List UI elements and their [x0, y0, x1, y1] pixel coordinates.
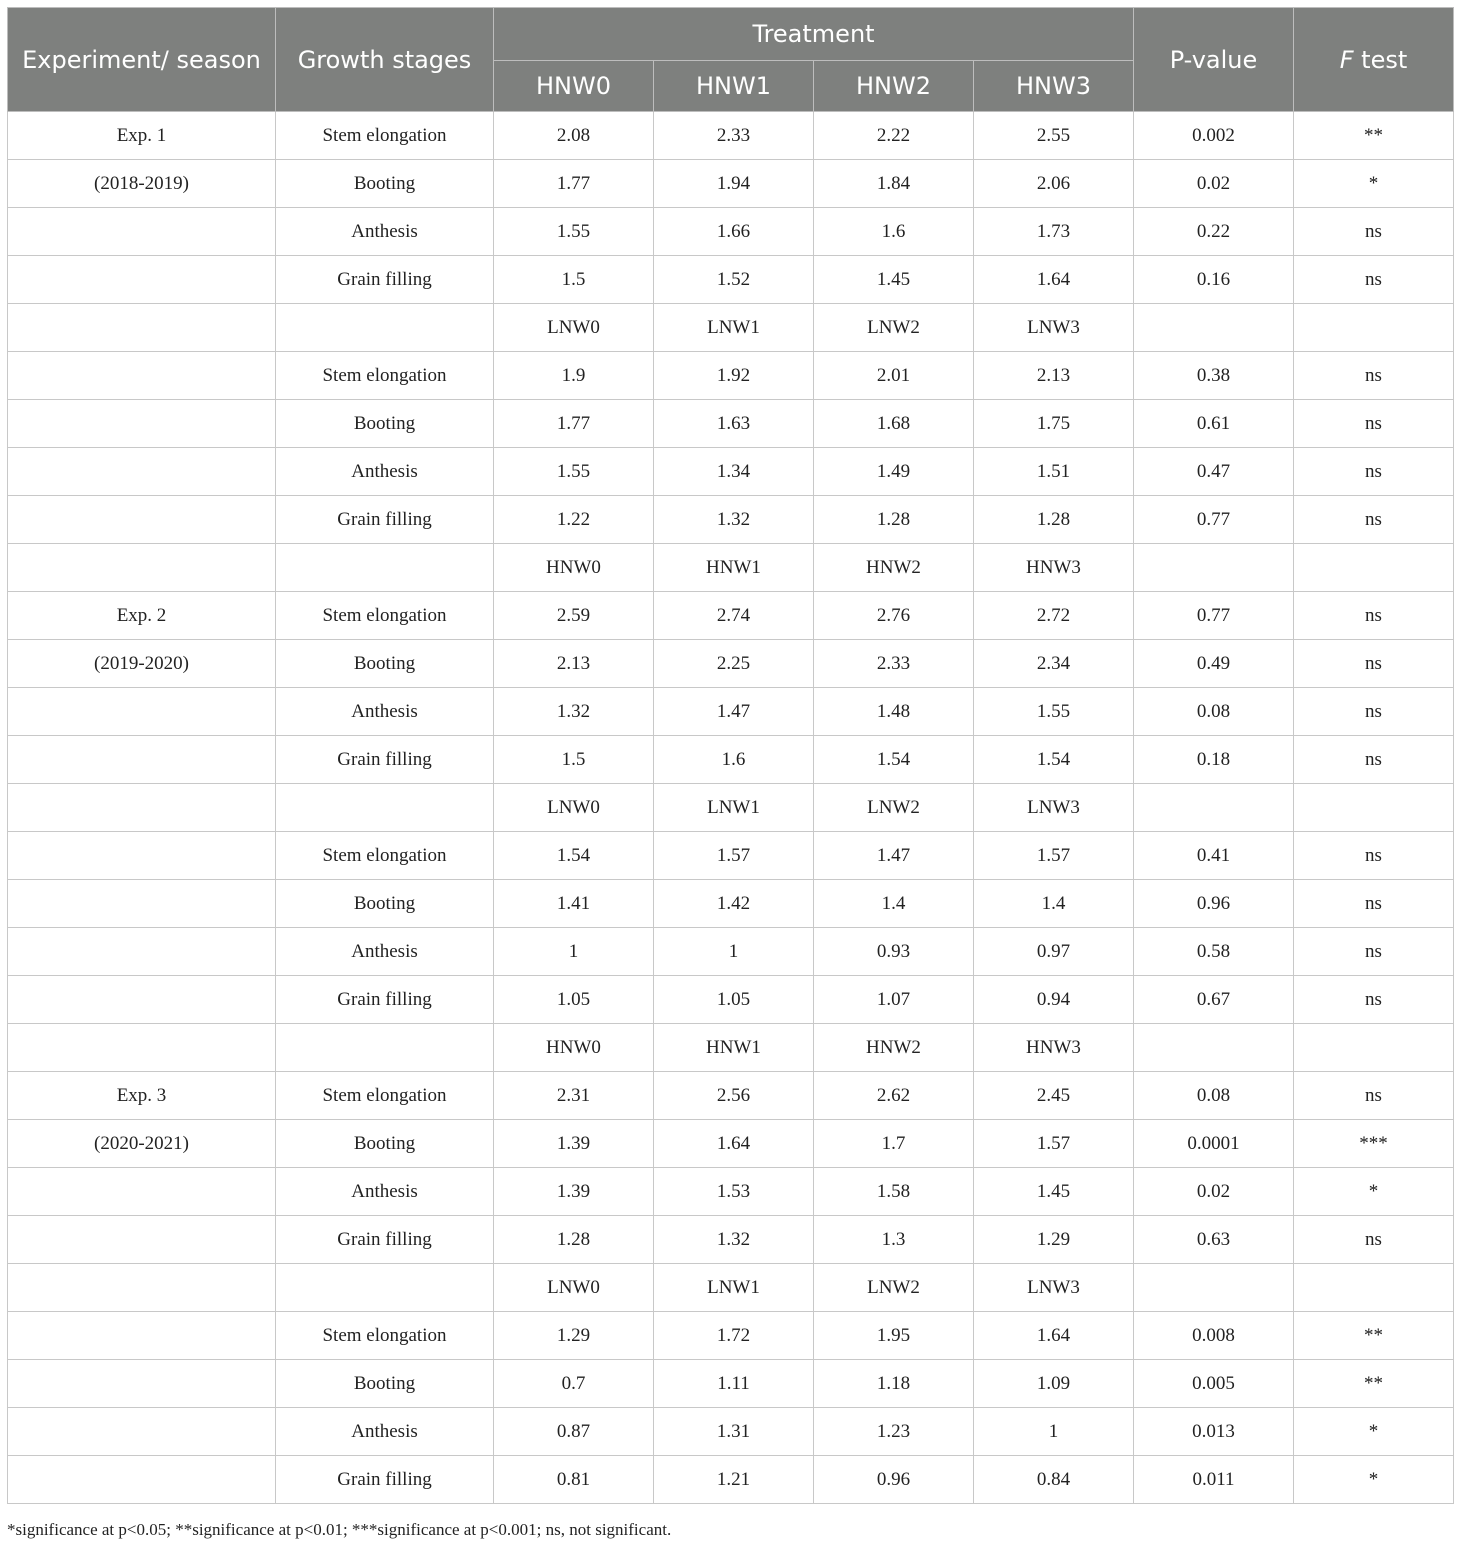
- growth-stage-cell: Stem elongation: [276, 832, 494, 880]
- f-test-cell: ns: [1294, 976, 1454, 1024]
- value-cell: 2.25: [654, 640, 814, 688]
- table-row: [8, 1408, 1454, 1456]
- p-value-cell: [1134, 784, 1294, 832]
- table-row: [8, 304, 1454, 352]
- p-value-cell: 0.005: [1134, 1360, 1294, 1408]
- experiment-cell: [8, 1024, 276, 1072]
- value-cell: 1.21: [654, 1456, 814, 1504]
- f-test-cell: [1294, 1024, 1454, 1072]
- table-row: [8, 928, 1454, 976]
- table-row: [8, 832, 1454, 880]
- p-value-cell: 0.77: [1134, 496, 1294, 544]
- value-cell: 0.81: [494, 1456, 654, 1504]
- value-cell: 0.97: [974, 928, 1134, 976]
- header-row: [8, 8, 1454, 61]
- f-test-cell: ns: [1294, 352, 1454, 400]
- value-cell: HNW2: [814, 544, 974, 592]
- value-cell: 0.93: [814, 928, 974, 976]
- p-value-cell: [1134, 1264, 1294, 1312]
- value-cell: 1.53: [654, 1168, 814, 1216]
- value-cell: 1.3: [814, 1216, 974, 1264]
- value-cell: 2.33: [654, 112, 814, 160]
- value-cell: 1.51: [974, 448, 1134, 496]
- table-row: [8, 352, 1454, 400]
- f-test-cell: ns: [1294, 928, 1454, 976]
- growth-stage-cell: Grain filling: [276, 256, 494, 304]
- value-cell: 1.57: [974, 832, 1134, 880]
- growth-stage-cell: Stem elongation: [276, 592, 494, 640]
- experiment-cell: [8, 208, 276, 256]
- value-cell: 1.55: [974, 688, 1134, 736]
- experiment-cell: [8, 1456, 276, 1504]
- value-cell: 1.94: [654, 160, 814, 208]
- value-cell: 1.07: [814, 976, 974, 1024]
- f-test-cell: [1294, 784, 1454, 832]
- growth-stage-cell: Anthesis: [276, 688, 494, 736]
- f-test-cell: ns: [1294, 640, 1454, 688]
- table-row: [8, 736, 1454, 784]
- experiment-cell: [8, 1312, 276, 1360]
- value-cell: 1.18: [814, 1360, 974, 1408]
- table-row: [8, 1264, 1454, 1312]
- value-cell: 1.84: [814, 160, 974, 208]
- value-cell: HNW3: [974, 544, 1134, 592]
- f-test-cell: ns: [1294, 832, 1454, 880]
- p-value-cell: 0.02: [1134, 1168, 1294, 1216]
- value-cell: LNW0: [494, 1264, 654, 1312]
- value-cell: 1.5: [494, 736, 654, 784]
- p-value-cell: 0.013: [1134, 1408, 1294, 1456]
- growth-stage-cell: Grain filling: [276, 736, 494, 784]
- p-value-cell: 0.011: [1134, 1456, 1294, 1504]
- value-cell: 1.54: [974, 736, 1134, 784]
- value-cell: 1.92: [654, 352, 814, 400]
- value-cell: 1.39: [494, 1168, 654, 1216]
- value-cell: 1.95: [814, 1312, 974, 1360]
- experiment-cell: [8, 880, 276, 928]
- experiment-cell: [8, 1360, 276, 1408]
- value-cell: LNW2: [814, 784, 974, 832]
- p-value-cell: 0.18: [1134, 736, 1294, 784]
- table-row: [8, 400, 1454, 448]
- value-cell: 1.66: [654, 208, 814, 256]
- value-cell: 1.31: [654, 1408, 814, 1456]
- growth-stage-cell: Booting: [276, 160, 494, 208]
- f-test-cell: ns: [1294, 400, 1454, 448]
- f-test-cell: **: [1294, 1312, 1454, 1360]
- growth-stage-cell: Anthesis: [276, 448, 494, 496]
- p-value-cell: 0.77: [1134, 592, 1294, 640]
- table-row: [8, 1072, 1454, 1120]
- value-cell: 0.94: [974, 976, 1134, 1024]
- p-value-cell: [1134, 544, 1294, 592]
- experiment-cell: (2020-2021): [8, 1120, 276, 1168]
- value-cell: 1.45: [974, 1168, 1134, 1216]
- p-value-cell: 0.0001: [1134, 1120, 1294, 1168]
- table-row: [8, 544, 1454, 592]
- p-value-cell: [1134, 304, 1294, 352]
- experiment-cell: (2018-2019): [8, 160, 276, 208]
- table-row: [8, 1120, 1454, 1168]
- value-cell: 1.6: [654, 736, 814, 784]
- value-cell: 0.96: [814, 1456, 974, 1504]
- p-value-cell: 0.67: [1134, 976, 1294, 1024]
- p-value-cell: 0.49: [1134, 640, 1294, 688]
- table-row: [8, 256, 1454, 304]
- growth-stage-cell: Anthesis: [276, 208, 494, 256]
- value-cell: 1.64: [654, 1120, 814, 1168]
- value-cell: 2.06: [974, 160, 1134, 208]
- value-cell: 2.13: [494, 640, 654, 688]
- value-cell: 1.28: [814, 496, 974, 544]
- header-treatment-col: HNW1: [654, 61, 814, 112]
- value-cell: 1.6: [814, 208, 974, 256]
- value-cell: HNW0: [494, 1024, 654, 1072]
- table-row: [8, 976, 1454, 1024]
- value-cell: 1.55: [494, 448, 654, 496]
- growth-stage-cell: Booting: [276, 1360, 494, 1408]
- value-cell: 1.73: [974, 208, 1134, 256]
- value-cell: LNW0: [494, 304, 654, 352]
- value-cell: 2.74: [654, 592, 814, 640]
- value-cell: 2.34: [974, 640, 1134, 688]
- experiment-cell: [8, 1216, 276, 1264]
- p-value-cell: 0.58: [1134, 928, 1294, 976]
- p-value-cell: 0.002: [1134, 112, 1294, 160]
- growth-stage-cell: [276, 1024, 494, 1072]
- value-cell: 0.84: [974, 1456, 1134, 1504]
- growth-stage-cell: Grain filling: [276, 496, 494, 544]
- value-cell: LNW0: [494, 784, 654, 832]
- value-cell: LNW3: [974, 304, 1134, 352]
- value-cell: LNW3: [974, 1264, 1134, 1312]
- p-value-cell: 0.08: [1134, 1072, 1294, 1120]
- f-test-rest: test: [1353, 45, 1408, 74]
- value-cell: 2.13: [974, 352, 1134, 400]
- value-cell: HNW1: [654, 544, 814, 592]
- value-cell: 1.23: [814, 1408, 974, 1456]
- value-cell: 2.76: [814, 592, 974, 640]
- experiment-cell: [8, 976, 276, 1024]
- value-cell: 1.05: [494, 976, 654, 1024]
- value-cell: 2.22: [814, 112, 974, 160]
- experiment-cell: [8, 736, 276, 784]
- f-test-cell: ns: [1294, 448, 1454, 496]
- growth-stage-cell: [276, 1264, 494, 1312]
- value-cell: LNW2: [814, 304, 974, 352]
- value-cell: 2.45: [974, 1072, 1134, 1120]
- table-row: [8, 640, 1454, 688]
- experiment-cell: [8, 496, 276, 544]
- value-cell: 2.62: [814, 1072, 974, 1120]
- value-cell: 1.32: [494, 688, 654, 736]
- table-row: [8, 880, 1454, 928]
- table-row: [8, 1312, 1454, 1360]
- header-experiment: Experiment/ season: [8, 8, 276, 112]
- growth-stage-cell: [276, 544, 494, 592]
- value-cell: 1.75: [974, 400, 1134, 448]
- growth-stage-cell: Stem elongation: [276, 1072, 494, 1120]
- f-test-cell: ns: [1294, 1216, 1454, 1264]
- value-cell: 1.29: [974, 1216, 1134, 1264]
- experiment-cell: [8, 1408, 276, 1456]
- experiment-cell: [8, 784, 276, 832]
- f-test-cell: ns: [1294, 688, 1454, 736]
- p-value-cell: 0.63: [1134, 1216, 1294, 1264]
- growth-stage-cell: Anthesis: [276, 1168, 494, 1216]
- growth-stage-cell: Stem elongation: [276, 352, 494, 400]
- growth-stage-cell: Grain filling: [276, 1216, 494, 1264]
- f-test-cell: ***: [1294, 1120, 1454, 1168]
- value-cell: 1.47: [654, 688, 814, 736]
- value-cell: 1.77: [494, 160, 654, 208]
- p-value-cell: 0.41: [1134, 832, 1294, 880]
- growth-stage-cell: Booting: [276, 640, 494, 688]
- f-test-cell: [1294, 544, 1454, 592]
- value-cell: 1.42: [654, 880, 814, 928]
- experiment-cell: [8, 304, 276, 352]
- value-cell: 1.54: [814, 736, 974, 784]
- experiment-cell: [8, 400, 276, 448]
- value-cell: 2.33: [814, 640, 974, 688]
- value-cell: 1.28: [974, 496, 1134, 544]
- table-row: [8, 1456, 1454, 1504]
- value-cell: 1: [494, 928, 654, 976]
- experiment-cell: [8, 832, 276, 880]
- p-value-cell: 0.38: [1134, 352, 1294, 400]
- header-treatment: Treatment: [494, 8, 1134, 61]
- value-cell: 1.64: [974, 256, 1134, 304]
- p-value-cell: 0.61: [1134, 400, 1294, 448]
- value-cell: 1.9: [494, 352, 654, 400]
- table-row: [8, 112, 1454, 160]
- value-cell: 2.31: [494, 1072, 654, 1120]
- growth-stage-cell: Grain filling: [276, 1456, 494, 1504]
- footnote: *significance at p<0.05; **significance at p<0.01; ***significance at p<0.001; ns, not significant.: [7, 1520, 672, 1539]
- value-cell: 1.64: [974, 1312, 1134, 1360]
- value-cell: 1.28: [494, 1216, 654, 1264]
- table-row: [8, 448, 1454, 496]
- value-cell: 0.87: [494, 1408, 654, 1456]
- value-cell: 1.32: [654, 496, 814, 544]
- value-cell: 1.57: [654, 832, 814, 880]
- f-test-cell: ns: [1294, 880, 1454, 928]
- value-cell: 1.52: [654, 256, 814, 304]
- growth-stage-cell: [276, 784, 494, 832]
- value-cell: 1.09: [974, 1360, 1134, 1408]
- f-letter: F: [1339, 45, 1354, 74]
- p-value-cell: 0.96: [1134, 880, 1294, 928]
- table-row: [8, 1168, 1454, 1216]
- value-cell: 2.72: [974, 592, 1134, 640]
- value-cell: 2.01: [814, 352, 974, 400]
- growth-stage-cell: Stem elongation: [276, 112, 494, 160]
- value-cell: 1.57: [974, 1120, 1134, 1168]
- value-cell: LNW1: [654, 304, 814, 352]
- value-cell: HNW1: [654, 1024, 814, 1072]
- header-treatment-col: HNW3: [974, 61, 1134, 112]
- p-value-cell: 0.47: [1134, 448, 1294, 496]
- value-cell: 1.58: [814, 1168, 974, 1216]
- growth-stage-cell: Anthesis: [276, 1408, 494, 1456]
- experiment-cell: [8, 544, 276, 592]
- value-cell: 1.05: [654, 976, 814, 1024]
- p-value-cell: [1134, 1024, 1294, 1072]
- value-cell: 1.72: [654, 1312, 814, 1360]
- value-cell: 1.5: [494, 256, 654, 304]
- header-p-value: P-value: [1134, 8, 1294, 112]
- experiment-cell: Exp. 3: [8, 1072, 276, 1120]
- value-cell: 1: [974, 1408, 1134, 1456]
- table-row: [8, 208, 1454, 256]
- value-cell: LNW1: [654, 1264, 814, 1312]
- value-cell: HNW0: [494, 544, 654, 592]
- growth-stage-cell: [276, 304, 494, 352]
- p-value-cell: 0.02: [1134, 160, 1294, 208]
- f-test-cell: [1294, 304, 1454, 352]
- value-cell: HNW3: [974, 1024, 1134, 1072]
- value-cell: 1.63: [654, 400, 814, 448]
- value-cell: HNW2: [814, 1024, 974, 1072]
- value-cell: 1.49: [814, 448, 974, 496]
- f-test-cell: ns: [1294, 496, 1454, 544]
- table-row: [8, 496, 1454, 544]
- value-cell: 1.34: [654, 448, 814, 496]
- table-row: [8, 592, 1454, 640]
- f-test-cell: ns: [1294, 256, 1454, 304]
- experiment-cell: [8, 928, 276, 976]
- table-body: [8, 112, 1454, 1504]
- value-cell: 1.4: [814, 880, 974, 928]
- value-cell: 1.39: [494, 1120, 654, 1168]
- table-row: [8, 160, 1454, 208]
- header-treatment-col: HNW2: [814, 61, 974, 112]
- f-test-cell: **: [1294, 112, 1454, 160]
- value-cell: 2.55: [974, 112, 1134, 160]
- f-test-cell: ns: [1294, 592, 1454, 640]
- experiment-cell: [8, 256, 276, 304]
- experiment-cell: Exp. 2: [8, 592, 276, 640]
- value-cell: 1.45: [814, 256, 974, 304]
- value-cell: 1.55: [494, 208, 654, 256]
- value-cell: 2.08: [494, 112, 654, 160]
- p-value-cell: 0.08: [1134, 688, 1294, 736]
- value-cell: 1.7: [814, 1120, 974, 1168]
- growth-stage-cell: Booting: [276, 1120, 494, 1168]
- table-row: [8, 1216, 1454, 1264]
- value-cell: 1.77: [494, 400, 654, 448]
- growth-stage-cell: Booting: [276, 880, 494, 928]
- growth-stage-cell: Anthesis: [276, 928, 494, 976]
- header-treatment-col: HNW0: [494, 61, 654, 112]
- value-cell: LNW2: [814, 1264, 974, 1312]
- growth-stage-cell: Booting: [276, 400, 494, 448]
- f-test-cell: ns: [1294, 736, 1454, 784]
- value-cell: 1.11: [654, 1360, 814, 1408]
- value-cell: LNW3: [974, 784, 1134, 832]
- p-value-cell: 0.22: [1134, 208, 1294, 256]
- f-test-cell: *: [1294, 1408, 1454, 1456]
- value-cell: 1.4: [974, 880, 1134, 928]
- value-cell: 2.59: [494, 592, 654, 640]
- value-cell: 2.56: [654, 1072, 814, 1120]
- value-cell: 1: [654, 928, 814, 976]
- experiment-cell: [8, 688, 276, 736]
- f-test-cell: *: [1294, 1456, 1454, 1504]
- value-cell: LNW1: [654, 784, 814, 832]
- f-test-cell: [1294, 1264, 1454, 1312]
- data-table: [7, 7, 1454, 1504]
- table-row: [8, 1360, 1454, 1408]
- value-cell: 1.48: [814, 688, 974, 736]
- experiment-cell: [8, 1168, 276, 1216]
- table-header: [8, 8, 1454, 112]
- value-cell: 1.41: [494, 880, 654, 928]
- experiment-cell: [8, 448, 276, 496]
- f-test-cell: *: [1294, 1168, 1454, 1216]
- value-cell: 1.29: [494, 1312, 654, 1360]
- experiment-cell: Exp. 1: [8, 112, 276, 160]
- value-cell: 1.47: [814, 832, 974, 880]
- table-row: [8, 688, 1454, 736]
- value-cell: 1.32: [654, 1216, 814, 1264]
- f-test-cell: *: [1294, 160, 1454, 208]
- f-test-cell: ns: [1294, 208, 1454, 256]
- growth-stage-cell: Grain filling: [276, 976, 494, 1024]
- experiment-cell: [8, 1264, 276, 1312]
- experiment-cell: (2019-2020): [8, 640, 276, 688]
- value-cell: 1.54: [494, 832, 654, 880]
- growth-stage-cell: Stem elongation: [276, 1312, 494, 1360]
- header-growth-stages: Growth stages: [276, 8, 494, 112]
- f-test-cell: ns: [1294, 1072, 1454, 1120]
- header-f-test: [1294, 8, 1454, 112]
- value-cell: 0.7: [494, 1360, 654, 1408]
- table-row: [8, 1024, 1454, 1072]
- p-value-cell: 0.008: [1134, 1312, 1294, 1360]
- p-value-cell: 0.16: [1134, 256, 1294, 304]
- value-cell: 1.22: [494, 496, 654, 544]
- table-row: [8, 784, 1454, 832]
- experiment-cell: [8, 352, 276, 400]
- f-test-cell: **: [1294, 1360, 1454, 1408]
- value-cell: 1.68: [814, 400, 974, 448]
